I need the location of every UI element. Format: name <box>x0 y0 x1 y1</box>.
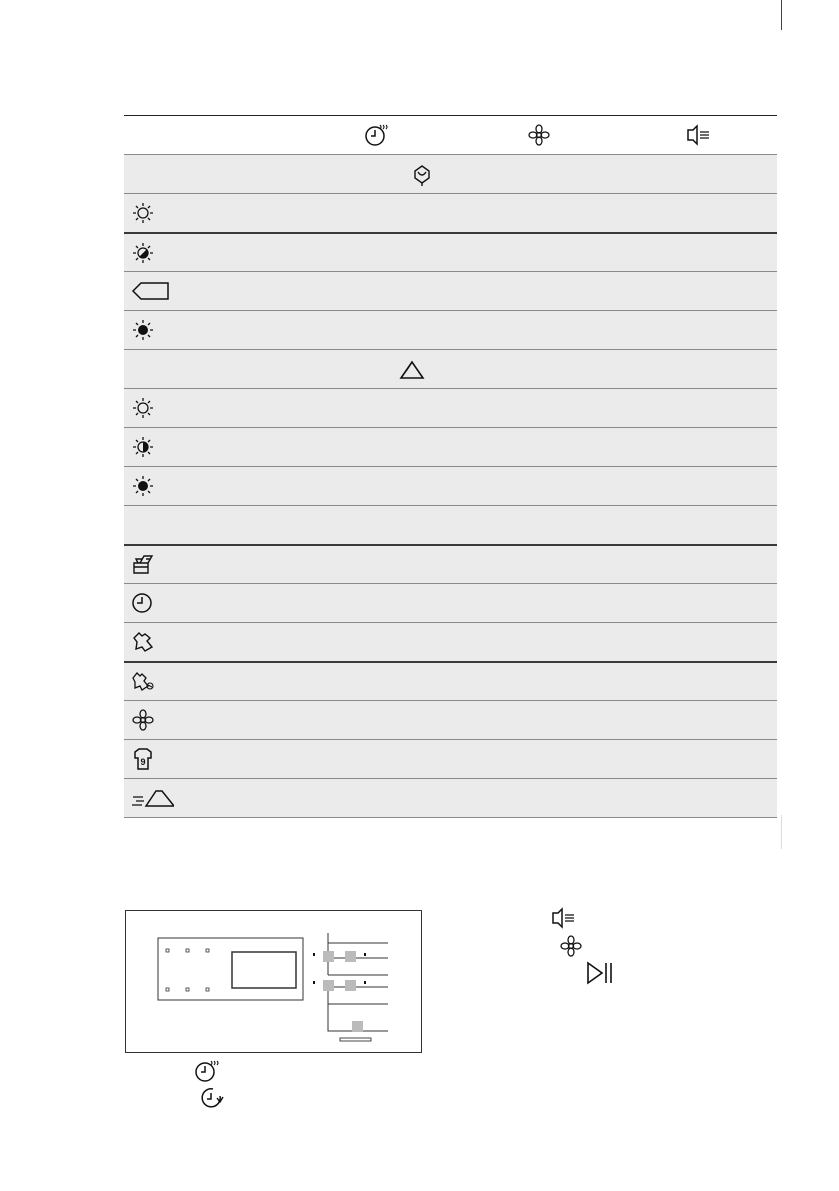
table-row <box>124 310 777 349</box>
wool-special-icon <box>130 670 156 694</box>
extra-dry-icon <box>130 396 156 420</box>
wool-icon <box>130 630 156 654</box>
svg-text:9: 9 <box>140 757 146 767</box>
refresh-icon <box>526 122 552 148</box>
refresh-icon <box>130 708 156 732</box>
table-row <box>124 466 777 505</box>
table-row <box>124 661 777 700</box>
table-row <box>124 544 777 583</box>
buzzer-icon <box>685 122 711 148</box>
page-edge-mark <box>781 815 782 849</box>
cupboard-dry-icon <box>130 435 156 459</box>
refresh-icon <box>558 933 584 959</box>
section-header-special <box>124 505 777 544</box>
cupboard-dry-icon <box>130 241 156 265</box>
table-row <box>124 700 777 739</box>
buzzer-icon <box>550 905 576 931</box>
section-header-cotton <box>124 154 777 193</box>
synthetics-icon <box>398 358 426 382</box>
delay-start-icon <box>199 1085 227 1111</box>
mixed-icon <box>130 553 156 577</box>
table-row <box>124 271 777 310</box>
cupboard-dry-plus-icon <box>130 279 170 303</box>
section-header-synthetics <box>124 349 777 388</box>
time-dry-icon <box>193 1058 223 1084</box>
table-row <box>124 193 777 232</box>
easy-iron-icon <box>130 786 174 810</box>
table-row <box>124 739 777 778</box>
cotton-icon <box>410 163 434 187</box>
page-edge-mark <box>781 0 782 30</box>
table-header-row <box>124 115 777 154</box>
sport-icon <box>130 747 156 771</box>
start-pause-icon <box>585 960 615 986</box>
table-row <box>124 583 777 622</box>
table-row <box>124 622 777 661</box>
table-row <box>124 388 777 427</box>
time-icon <box>130 591 156 615</box>
extra-dry-icon <box>130 201 156 225</box>
control-panel-diagram <box>125 910 422 1053</box>
programme-option-table <box>124 115 777 818</box>
table-row <box>124 427 777 466</box>
iron-dry-icon <box>130 474 156 498</box>
table-row <box>124 778 777 818</box>
table-row <box>124 232 777 271</box>
iron-dry-icon <box>130 318 156 342</box>
time-dry-icon <box>363 122 389 148</box>
